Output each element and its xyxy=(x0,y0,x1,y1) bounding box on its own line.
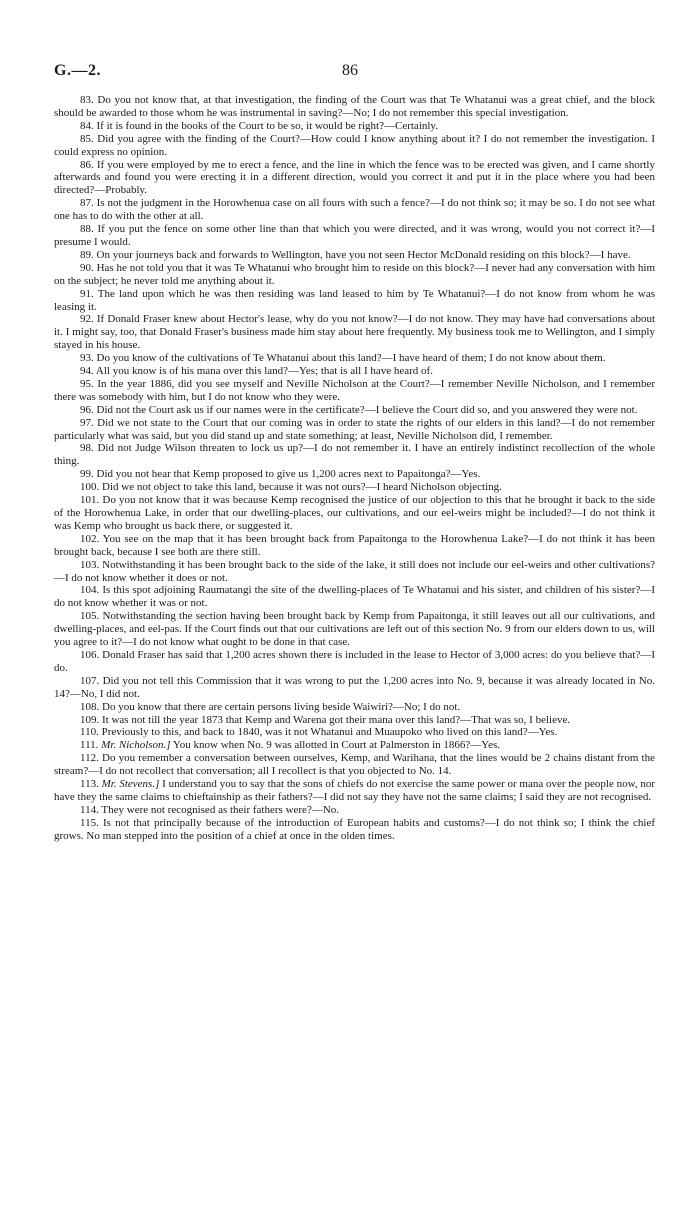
paragraph: 89. On your journeys back and forwards to Wellington, have you not seen Hector McDonald residing on this block?—I have. xyxy=(80,248,631,261)
paragraph: 98. Did not Judge Wilson threaten to lock us up?—I do not remember it. I have an entirely indistinct recollection of the whole thing. xyxy=(54,442,655,468)
paragraph: 96. Did not the Court ask us if our names were in the certificate?—I believe the Court did so, and you answered they were not. xyxy=(80,403,638,416)
paragraph: 85. Did you agree with the finding of the Court?—How could I know anything about it? I do not remember the investigation. I could express no opinion. xyxy=(54,132,655,158)
paragraph: 110. Previously to this, and back to 1840, was it not Whatanui and Muaupoko who lived on this land?—Yes. xyxy=(80,726,558,739)
paragraph: 108. Do you know that there are certain persons living beside Waiwiri?—No; I do not. xyxy=(80,700,461,713)
paragraph: 102. You see on the map that it has been brought back from Papaitonga to the Horowhenua Lake?—I do not think it has been brought back, because I see both are there still. xyxy=(54,532,655,558)
paragraph: 109. It was not till the year 1873 that Kemp and Warena got their mana over this land?—That was so, I believe. xyxy=(80,713,571,726)
paragraph: 87. Is not the judgment in the Horowhenua case on all fours with such a fence?—I do not think so; it may be so. I do not see what one has to do with the other at all. xyxy=(54,197,655,223)
paragraph: 100. Did we not object to take this land, because it was not ours?—I heard Nicholson objecting. xyxy=(80,481,502,494)
paragraph-with-speaker xyxy=(54,778,655,804)
paragraph: 94. All you know is of his mana over this land?—Yes; that is all I have heard of. xyxy=(80,365,433,378)
paragraph-with-speaker xyxy=(54,739,655,752)
document-reference: G.—2. xyxy=(54,62,101,79)
paragraph: 104. Is this spot adjoining Raumatangi the site of the dwelling-places of Te Whatanui and his sister, and children of his sister?—I do not know whether it was or not. xyxy=(54,584,655,610)
paragraph: 99. Did you not hear that Kemp proposed to give us 1,200 acres next to Papaitonga?—Yes. xyxy=(80,468,481,481)
paragraph-text: I understand you to say that the sons of chiefs do not exercise the same power or mana over the people now, nor have they the same claims to chieftainship as their fathers?—I did not say they have not the same claims; I said they are not recognised. xyxy=(54,778,656,803)
paragraph-text: You know when No. 9 was allotted in Court at Palmerston in 1866?—Yes. xyxy=(172,739,501,752)
paragraph: 83. Do you not know that, at that investigation, the finding of the Court was that Te Whatanui was a great chief, and the block should be awarded to those whom he was instrumental in saving?—No; I do not remember this special investigation. xyxy=(54,94,655,119)
paragraph: 112. Do you remember a conversation between ourselves, Kemp, and Warihana, that the lines would be 2 chains distant from the stream?—I do not recollect that conversation; all I recollect is that you objected to No. 14. xyxy=(54,752,655,778)
paragraph: 103. Notwithstanding it has been brought back to the side of the lake, it still does not include our eel-weirs and other cultivations?—I do not know whether it does or not. xyxy=(54,558,655,584)
paragraph: 86. If you were employed by me to erect a fence, and the line in which the fence was to be erected was given, and I came shortly afterwards and found you were erecting it in a different direction, would you correct it and put it in the place where you had been directed?—Probably. xyxy=(54,158,655,197)
page-number: 86 xyxy=(342,62,358,79)
paragraph: 114. They were not recognised as their fathers were?—No. xyxy=(80,803,340,816)
document-body xyxy=(54,94,655,843)
paragraph: 106. Donald Fraser has said that 1,200 acres shown there is included in the lease to Hector of 3,000 acres: do you believe that?—I do. xyxy=(54,648,655,674)
speaker-label: Mr. Stevens.] xyxy=(101,778,160,791)
question-number: 113. xyxy=(80,778,99,791)
paragraph: 115. Is not that principally because of the introduction of European habits and customs?—I do not think so; I think the chief grows. No man stepped into the position of a chief at once in the olden times. xyxy=(54,816,655,842)
paragraph: 105. Notwithstanding the section having been brought back by Kemp from Papaitonga, it still leaves out all our cultivations, and dwelling-places, and eel-pas. If the Court finds out that our cultivations are left out of this section No. 9 from our elders down to us, will you agree to it?—I do not know what ought to be done in that case. xyxy=(54,610,655,649)
speaker-label: Mr. Nicholson.] xyxy=(101,739,171,752)
paragraph: 101. Do you not know that it was because Kemp recognised the justice of our objection to this that he brought it back to the side of the Horowhenua Lake, in order that our dwelling-places, our cultivations, and our eel-weirs might be included?—I do not think it was Kemp who brought us back there, or suggested it. xyxy=(54,494,655,532)
paragraph: 88. If you put the fence on some other line than that which you were directed, and it was wrong, would you not correct it?—I presume I would. xyxy=(54,223,655,248)
paragraph: 95. In the year 1886, did you see myself and Neville Nicholson at the Court?—I remember Neville Nicholson, and I remember there was somebody with him, but I do not know who they were. xyxy=(54,377,655,403)
paragraph: 90. Has he not told you that it was Te Whatanui who brought him to reside on this block?—I never had any conversation with him on the subject; he never told me anything about it. xyxy=(54,261,655,287)
paragraph: 91. The land upon which he was then residing was land leased to him by Te Whatanui?—I do not know from whom he was leasing it. xyxy=(54,287,655,313)
paragraph: 84. If it is found in the books of the Court to be so, it would be right?—Certainly. xyxy=(80,119,438,132)
paragraph: 97. Did we not state to the Court that our coming was in order to state the rights of our elders in this land?—I do not remember particularly what was said, but you did stand up and state something; at least, Neville Nicholson did, I remember. xyxy=(54,416,655,442)
question-number: 111. xyxy=(80,739,99,752)
paragraph: 93. Do you know of the cultivations of Te Whatanui about this land?—I have heard of them; I do not know about them. xyxy=(80,352,606,365)
paragraph: 92. If Donald Fraser knew about Hector's lease, why do you not know?—I do not know. They may have had conversations about it. I might say, too, that Donald Fraser's business made him stay about here frequently. My business took me to Wellington, and I simply stayed in his house. xyxy=(54,313,655,352)
paragraph: 107. Did you not tell this Commission that it was wrong to put the 1,200 acres into No. 9, because it was already located in No. 14?—No, I did not. xyxy=(54,674,655,700)
